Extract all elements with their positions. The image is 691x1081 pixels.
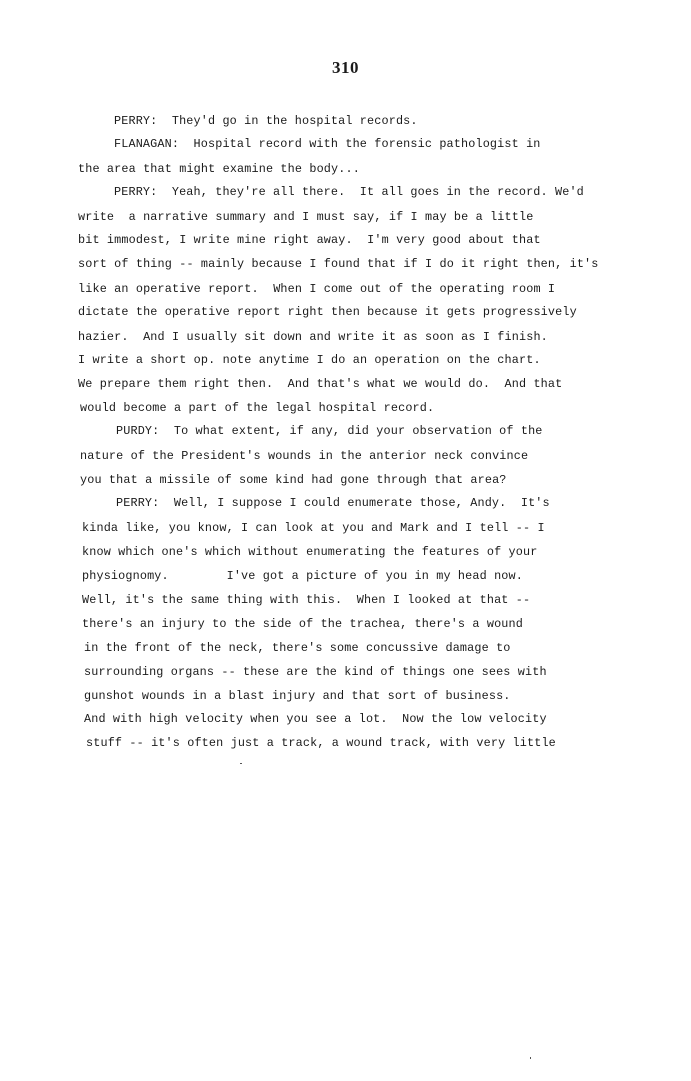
transcript-line: stuff -- it's often just a track, a wound track, with very little — [86, 736, 556, 750]
transcript-line: would become a part of the legal hospital record. — [80, 401, 435, 415]
transcript-line: in the front of the neck, there's some concussive damage to — [84, 641, 511, 655]
transcript-line: PERRY: They'd go in the hospital records. — [114, 114, 418, 128]
transcript-line: PERRY: Yeah, they're all there. It all goes in the record. We'd — [114, 185, 584, 199]
transcript-line: And with high velocity when you see a lot. Now the low velocity — [84, 712, 547, 726]
transcript-line: PURDY: To what extent, if any, did your observation of the — [116, 424, 543, 438]
scan-speck — [530, 1057, 531, 1059]
transcript-line: PERRY: Well, I suppose I could enumerate those, Andy. It's — [116, 496, 550, 510]
transcript-line: know which one's which without enumerating the features of your — [82, 545, 538, 559]
transcript-line: I write a short op. note anytime I do an operation on the chart. — [78, 353, 541, 367]
transcript-line: there's an injury to the side of the trachea, there's a wound — [82, 617, 523, 631]
transcript-line: the area that might examine the body... — [78, 162, 360, 176]
page-number: 310 — [332, 58, 359, 77]
transcript-line: like an operative report. When I come out of the operating room I — [78, 282, 556, 296]
transcript-line: sort of thing -- mainly because I found that if I do it right then, it's — [78, 257, 599, 271]
transcript-line: Well, it's the same thing with this. When I looked at that -- — [82, 593, 531, 607]
transcript-line: hazier. And I usually sit down and write it as soon as I finish. — [78, 330, 548, 344]
transcript-line: surrounding organs -- these are the kind of things one sees with — [84, 665, 547, 679]
transcript-line: write a narrative summary and I must say, if I may be a little — [78, 210, 534, 224]
transcript-line: We prepare them right then. And that's what we would do. And that — [78, 377, 563, 391]
transcript-line: gunshot wounds in a blast injury and that sort of business. — [84, 689, 511, 703]
transcript-line: physiognomy. I've got a picture of you in my head now. — [82, 569, 523, 583]
transcript-line: dictate the operative report right then because it gets progressively — [78, 305, 577, 319]
transcript-line: bit immodest, I write mine right away. I'm very good about that — [78, 233, 541, 247]
transcript-line: kinda like, you know, I can look at you and Mark and I tell -- I — [82, 521, 545, 535]
transcript-line: you that a missile of some kind had gone through that area? — [80, 473, 507, 487]
scan-speck — [240, 763, 242, 764]
transcript-line: FLANAGAN: Hospital record with the forensic pathologist in — [114, 137, 541, 151]
transcript-line: nature of the President's wounds in the anterior neck convince — [80, 449, 529, 463]
